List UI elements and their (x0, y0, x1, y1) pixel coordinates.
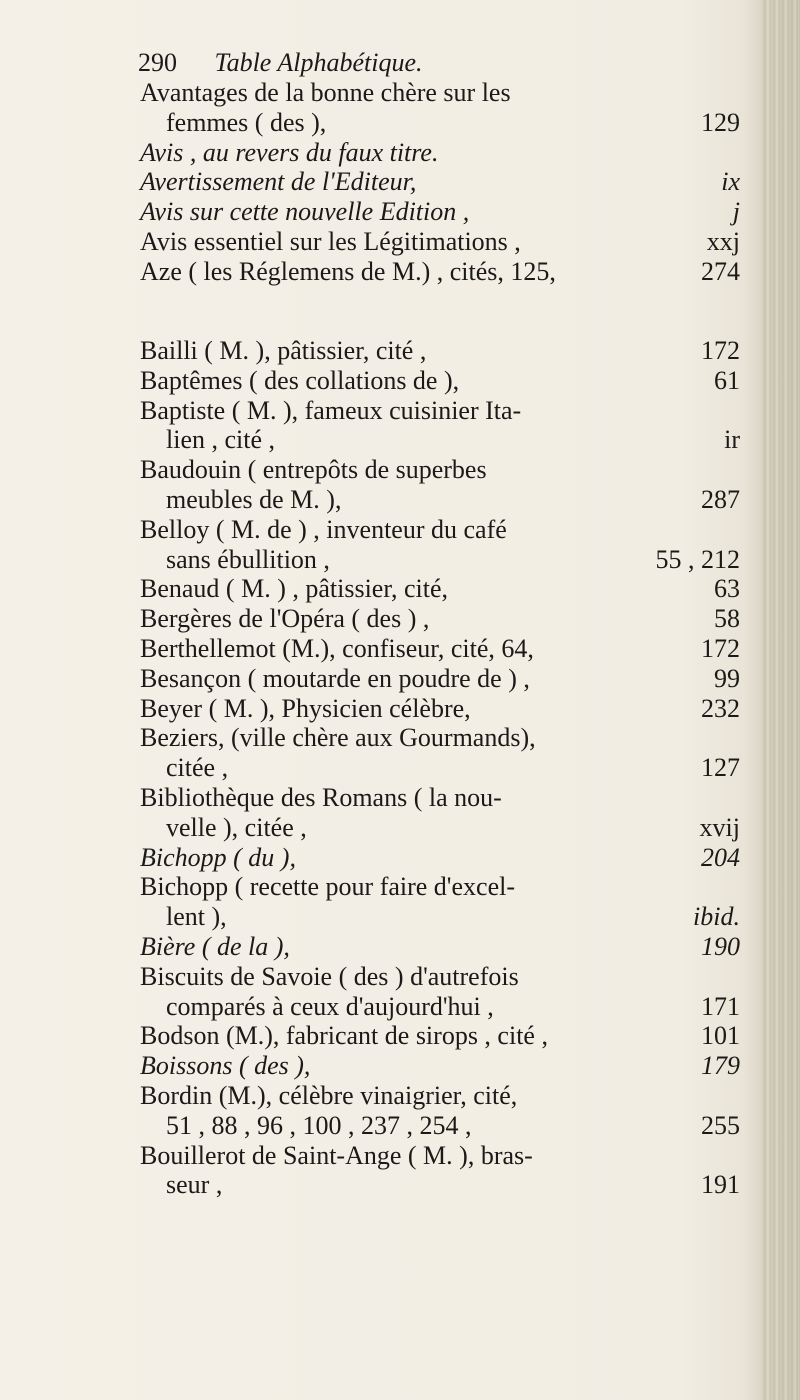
entry-text: Avis sur cette nouvelle Edition , (140, 197, 470, 227)
index-entry (140, 783, 740, 843)
index-entry (140, 227, 740, 257)
entry-text: 51 , 88 , 96 , 100 , 237 , 254 , (166, 1110, 472, 1140)
entry-line (140, 872, 740, 902)
index-entry (140, 197, 740, 227)
entry-text: Avis , au revers du faux titre. (140, 137, 439, 167)
entry-text: lien , cité , (166, 425, 276, 455)
entry-text: Bibliothèque des Romans ( la nou- (140, 782, 502, 812)
page-reference: ir (724, 425, 740, 455)
entry-line (140, 992, 740, 1022)
page-reference (730, 515, 740, 545)
entry-text: Avertissement de l'Editeur, (140, 167, 417, 197)
index-entry (140, 694, 740, 724)
entry-line (140, 515, 740, 545)
entry-line (140, 336, 740, 366)
entry-line (140, 227, 740, 257)
index-entry (140, 574, 740, 604)
entry-text: Besançon ( moutarde en poudre de ) , (140, 663, 530, 693)
entry-line (140, 366, 740, 396)
index-entry (140, 1021, 740, 1051)
entry-text: sans ébullition , (166, 544, 330, 574)
entry-line (140, 694, 740, 724)
index-entry (140, 664, 740, 694)
entry-text: Bière ( de la ), (140, 931, 290, 961)
page-reference (730, 78, 740, 108)
page-reference: xxj (706, 226, 740, 256)
page-reference: ibid. (693, 902, 740, 932)
entry-line (140, 545, 740, 575)
page-reference (730, 723, 740, 753)
page-reference: 101 (701, 1021, 740, 1051)
entry-line (140, 843, 740, 873)
entry-text: Baudouin ( entrepôts de superbes (140, 455, 487, 485)
entry-line (140, 574, 740, 604)
entry-text: Baptiste ( M. ), fameux cuisinier Ita- (140, 395, 522, 425)
page-reference: 191 (701, 1170, 740, 1200)
entry-text: lent ), (166, 902, 227, 932)
page-number: 290 (138, 48, 177, 77)
running-title: Table Alphabétique. (214, 48, 423, 77)
entry-line (140, 604, 740, 634)
entry-line (140, 485, 740, 515)
page-reference: 204 (701, 842, 740, 872)
entry-line (140, 723, 740, 753)
index-entry (140, 962, 740, 1022)
entry-line (140, 425, 740, 455)
index-entry (140, 78, 740, 138)
entry-text: Bichopp ( recette pour faire d'excel- (140, 872, 515, 902)
page-reference: 287 (701, 484, 740, 514)
page-reference (730, 396, 740, 426)
page-reference (730, 138, 740, 168)
index-entry (140, 257, 740, 287)
entry-text: comparés à ceux d'aujourd'hui , (166, 991, 494, 1021)
entry-text: Biscuits de Savoie ( des ) d'autrefois (140, 961, 519, 991)
page-reference: 179 (701, 1051, 740, 1081)
page-reference: 129 (701, 107, 740, 137)
index-entry (140, 1051, 740, 1081)
page-reference: 274 (701, 256, 740, 286)
entry-line (140, 455, 740, 485)
index-entry (140, 336, 740, 366)
page-reference: 190 (701, 931, 740, 961)
entry-line (140, 1141, 740, 1171)
entry-line (140, 138, 740, 168)
page-edge (762, 0, 800, 1400)
entry-text: Bichopp ( du ), (140, 842, 296, 872)
entry-text: Beyer ( M. ), Physicien célèbre, (140, 693, 471, 723)
page-reference: 63 (714, 574, 740, 604)
entry-text: Belloy ( M. de ) , inventeur du café (140, 514, 507, 544)
running-header (138, 48, 698, 78)
page-reference (730, 783, 740, 813)
page-reference: 172 (701, 633, 740, 663)
index-entry (140, 138, 740, 168)
index-entry (140, 515, 740, 575)
entry-line (140, 962, 740, 992)
entry-line (140, 664, 740, 694)
index-entry (140, 366, 740, 396)
entry-text: Avis essentiel sur les Légitimations , (140, 226, 521, 256)
entry-line (140, 197, 740, 227)
entry-line (140, 257, 740, 287)
entry-line (140, 783, 740, 813)
entry-line (140, 932, 740, 962)
entry-line (140, 396, 740, 426)
entry-text: meubles de M. ), (166, 484, 342, 514)
entry-text: Bodson (M.), fabricant de sirops , cité , (140, 1021, 548, 1051)
index-entry (140, 396, 740, 456)
page-reference (730, 872, 740, 902)
page-reference (730, 455, 740, 485)
page-reference: 61 (714, 365, 740, 395)
page-reference: 55 , 212 (655, 544, 740, 574)
index-entry (140, 1081, 740, 1141)
entry-text: femmes ( des ), (166, 107, 327, 137)
entry-line (140, 108, 740, 138)
entry-text: Avantages de la bonne chère sur les (140, 78, 511, 107)
entry-text: Aze ( les Réglemens de M.) , cités, 125, (140, 256, 556, 286)
entry-text: citée , (166, 753, 229, 783)
index-entry (140, 455, 740, 515)
page-reference: 127 (701, 753, 740, 783)
entry-text: seur , (166, 1170, 223, 1200)
entry-text: Berthellemot (M.), confiseur, cité, 64, (140, 633, 534, 663)
page-reference: xvij (699, 812, 740, 842)
index-entry (140, 634, 740, 664)
index-entry (140, 932, 740, 962)
entry-text: Beziers, (ville chère aux Gourmands), (140, 723, 536, 753)
entry-line (140, 1051, 740, 1081)
entry-line (140, 634, 740, 664)
page-reference (730, 1141, 740, 1171)
index-entry (140, 1141, 740, 1201)
index-entry (140, 843, 740, 873)
page-reference: 171 (701, 991, 740, 1021)
entry-line (140, 78, 740, 108)
page-reference (730, 962, 740, 992)
entry-text: Bordin (M.), célèbre vinaigrier, cité, (140, 1080, 518, 1110)
page-reference (730, 1081, 740, 1111)
index-block-b (140, 336, 740, 1200)
entry-text: Bouillerot de Saint-Ange ( M. ), bras- (140, 1140, 533, 1170)
entry-line (140, 1111, 740, 1141)
entry-text: Boissons ( des ), (140, 1051, 311, 1081)
index-entry (140, 872, 740, 932)
entry-text: Bailli ( M. ), pâtissier, cité , (140, 336, 427, 365)
entry-text: Benaud ( M. ) , pâtissier, cité, (140, 574, 448, 604)
page-reference: ix (721, 167, 740, 197)
page-reference: 99 (714, 663, 740, 693)
page-reference: 255 (701, 1110, 740, 1140)
entry-line (140, 1081, 740, 1111)
entry-line (140, 1021, 740, 1051)
index-entry (140, 723, 740, 783)
page-reference: j (732, 197, 740, 227)
index-block-a (140, 78, 740, 287)
page-reference: 232 (701, 693, 740, 723)
entry-line (140, 753, 740, 783)
entry-line (140, 167, 740, 197)
entry-text: Bergères de l'Opéra ( des ) , (140, 604, 430, 634)
entry-line (140, 813, 740, 843)
entry-text: velle ), citée , (166, 812, 307, 842)
page-reference: 58 (714, 604, 740, 634)
page-reference: 172 (701, 336, 740, 365)
entry-line (140, 1170, 740, 1200)
entry-line (140, 902, 740, 932)
index-entry (140, 604, 740, 634)
entry-text: Baptêmes ( des collations de ), (140, 365, 460, 395)
index-entry (140, 167, 740, 197)
